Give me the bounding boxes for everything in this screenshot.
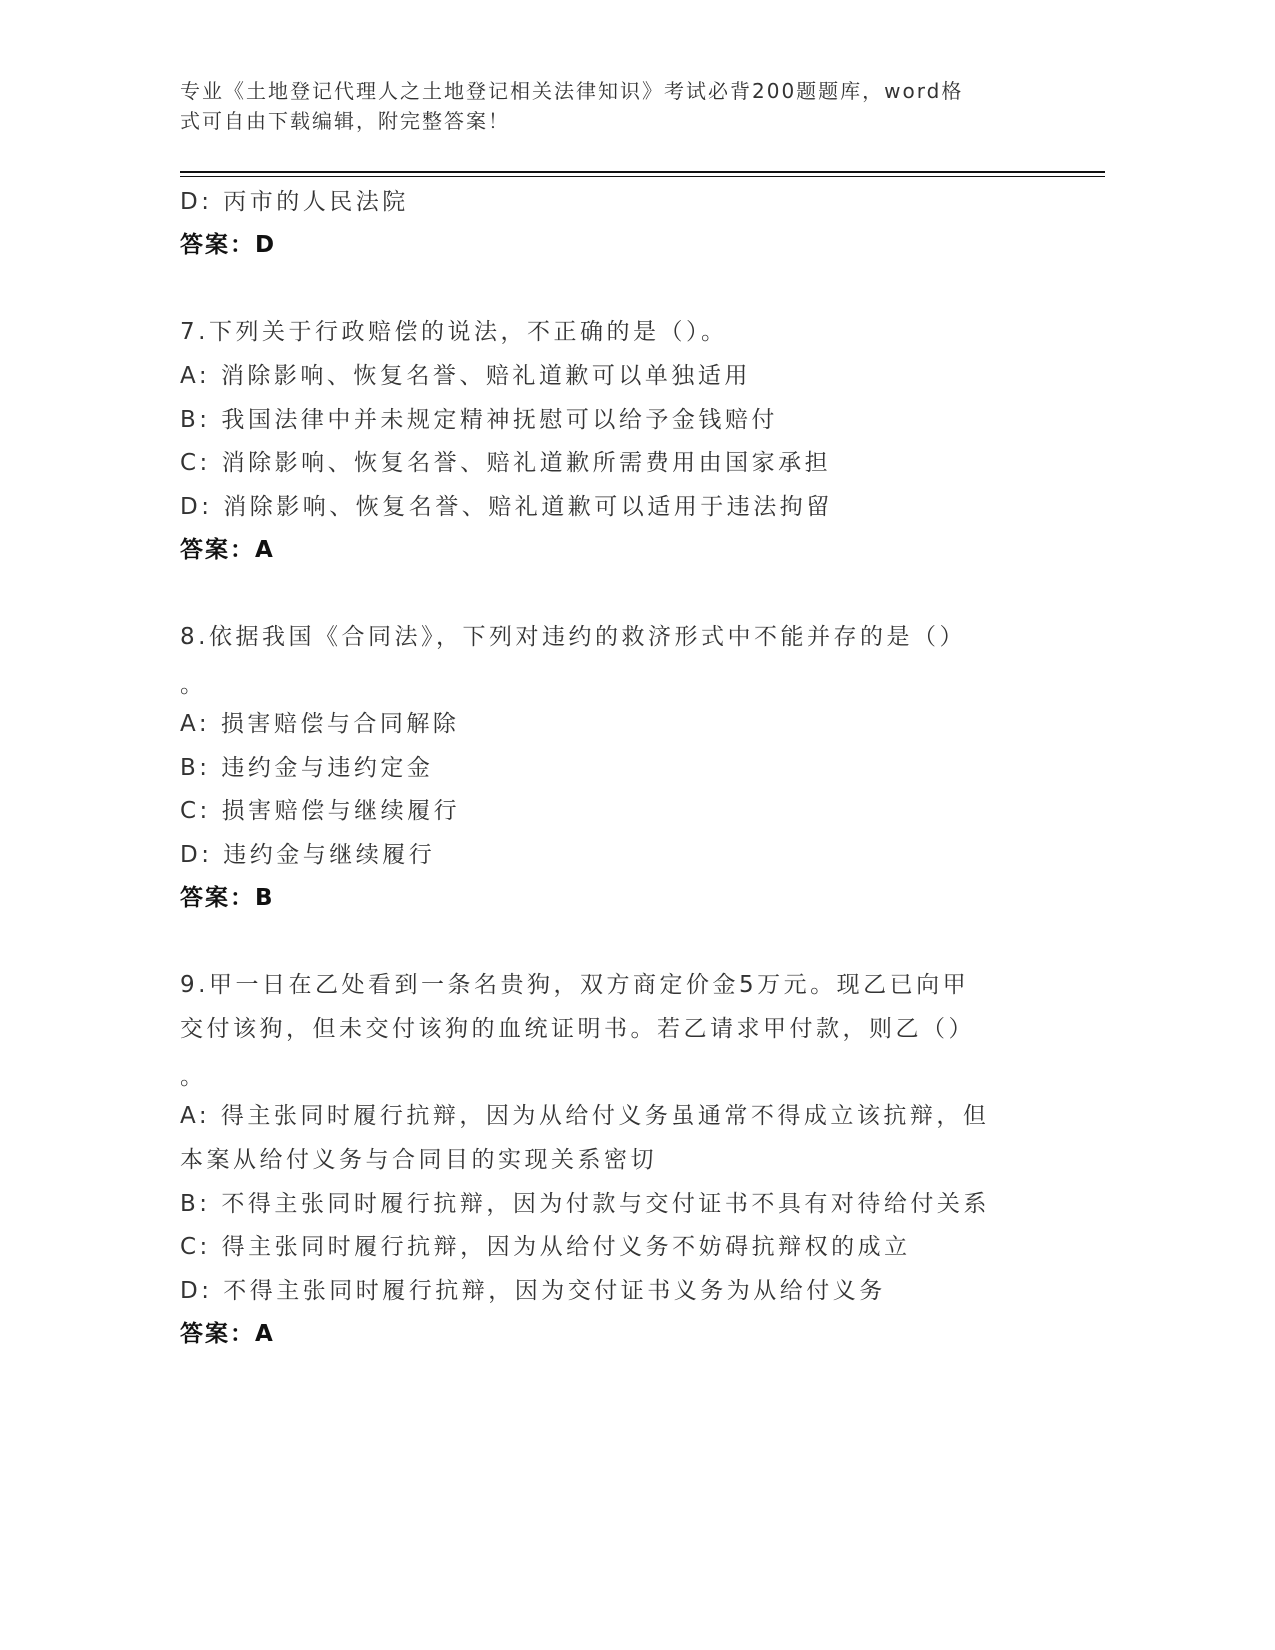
q8-stem-tail: 。 [180,672,207,698]
q6-option-d: D: 丙市的人民法院 [180,189,409,215]
q8-option-c: C: 损害赔偿与继续履行 [180,798,461,824]
q9-option-c: C: 得主张同时履行抗辩，因为从给付义务不妨碍抗辩权的成立 [180,1234,911,1260]
q9-answer: 答案：A [180,1321,275,1347]
q6-answer: 答案：D [180,232,277,258]
q7-option-c: C: 消除影响、恢复名誉、赔礼道歉所需费用由国家承担 [180,450,832,476]
q9-stem-line-1: 9.甲一日在乙处看到一条名贵狗，双方商定价金5万元。现乙已向甲 [180,972,970,998]
q8-answer: 答案：B [180,885,275,911]
header-divider-thin [180,176,1105,177]
q9-option-a-line-2: 本案从给付义务与合同目的实现关系密切 [180,1147,657,1173]
header-line-1: 专业《土地登记代理人之土地登记相关法律知识》考试必背200题题库，word格 [180,79,964,103]
q9-option-a-line-1: A: 得主张同时履行抗辩，因为从给付义务虽通常不得成立该抗辩，但 [180,1103,990,1129]
q7-option-d: D: 消除影响、恢复名誉、赔礼道歉可以适用于违法拘留 [180,494,833,520]
q7-answer: 答案：A [180,537,275,563]
q9-stem-line-2: 交付该狗，但未交付该狗的血统证明书。若乙请求甲付款，则乙（） [180,1016,975,1042]
q7-option-b: B: 我国法律中并未规定精神抚慰可以给予金钱赔付 [180,407,778,433]
q8-option-a: A: 损害赔偿与合同解除 [180,711,460,737]
q9-option-d: D: 不得主张同时履行抗辩，因为交付证书义务为从给付义务 [180,1278,886,1304]
q9-stem-tail: 。 [180,1064,207,1090]
q8-option-d: D: 违约金与继续履行 [180,842,436,868]
q7-option-a: A: 消除影响、恢复名誉、赔礼道歉可以单独适用 [180,363,751,389]
q8-option-b: B: 违约金与违约定金 [180,755,434,781]
header-divider [180,171,1105,173]
q8-stem: 8.依据我国《合同法》，下列对违约的救济形式中不能并存的是（） [180,624,966,650]
q7-stem: 7.下列关于行政赔偿的说法，不正确的是（）。 [180,319,728,345]
header-line-2: 式可自由下载编辑，附完整答案！ [180,109,510,133]
q9-option-b: B: 不得主张同时履行抗辩，因为付款与交付证书不具有对待给付关系 [180,1191,990,1217]
